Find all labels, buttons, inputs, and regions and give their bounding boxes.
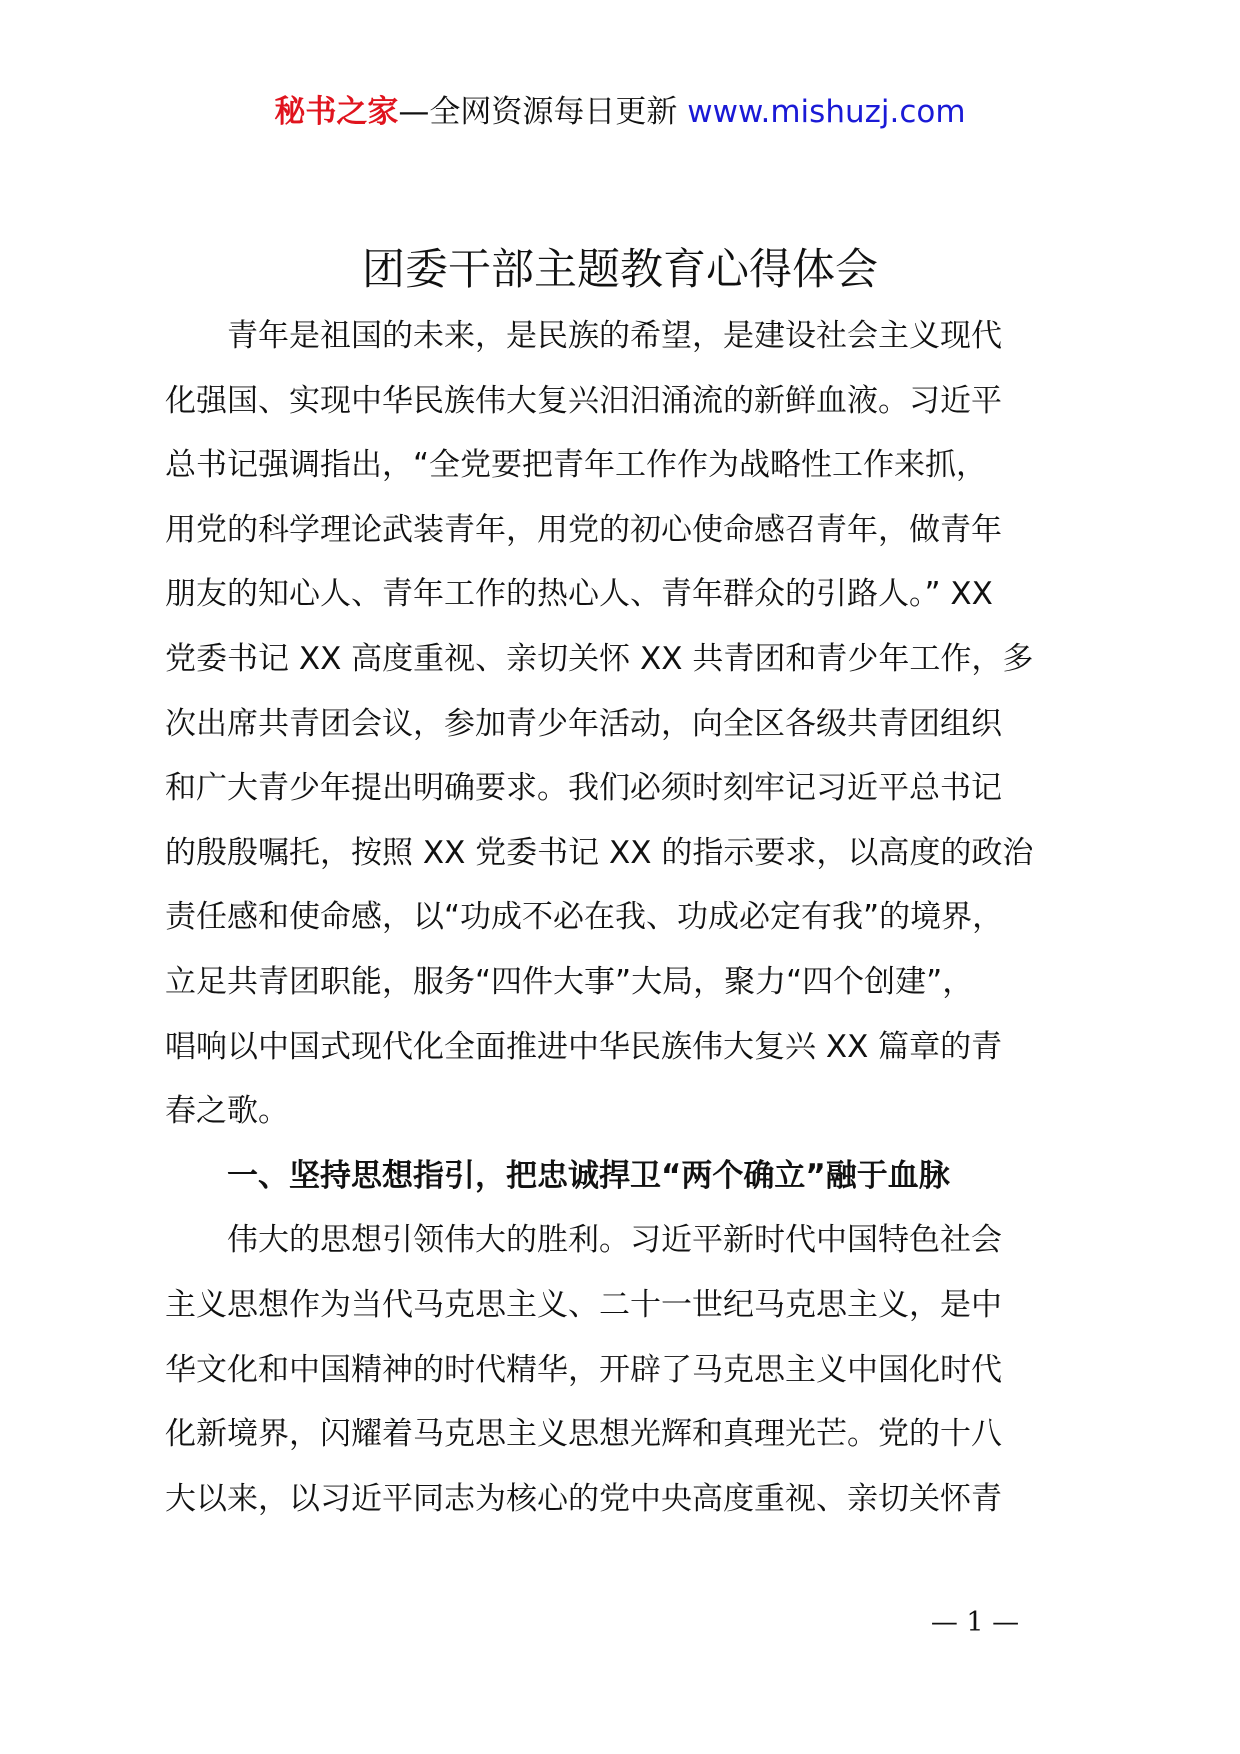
document-title: 团委干部主题教育心得体会 — [362, 245, 878, 295]
banner-url-link[interactable]: www.mishuzj.com — [687, 94, 966, 130]
body-line: 责任感和使命感，以“功成不必在我、功成必定有我”的境界， — [165, 899, 1004, 936]
body-line: 青年是祖国的未来，是民族的希望，是建设社会主义现代 — [165, 318, 1002, 354]
body-line: 立足共青团职能，服务“四件大事”大局，聚力“四个创建”， — [165, 963, 974, 1000]
body-line: 的殷殷嘱托，按照 XX 党委书记 XX 的指示要求，以高度的政治 — [165, 834, 1034, 871]
body-line: 华文化和中国精神的时代精华，开辟了马克思主义中国化时代 — [165, 1351, 1002, 1388]
body-line: 用党的科学理论武装青年，用党的初心使命感召青年，做青年 — [165, 511, 1002, 548]
banner-slogan: —全网资源每日更新 — [398, 94, 688, 130]
body-line: 次出席共青团会议，参加青少年活动，向全区各级共青团组织 — [165, 705, 1002, 742]
body-line: 化强国、实现中华民族伟大复兴汨汨涌流的新鲜血液。习近平 — [165, 382, 1002, 419]
body-line: 唱响以中国式现代化全面推进中华民族伟大复兴 XX 篇章的青 — [165, 1028, 1003, 1065]
section-heading: 一、坚持思想指引，把忠诚捍卫“两个确立”融于血脉 — [165, 1157, 950, 1194]
body-line: 总书记强调指出，“全党要把青年工作作为战略性工作来抓， — [165, 447, 988, 484]
body-line: 大以来，以习近平同志为核心的党中央高度重视、亲切关怀青 — [165, 1480, 1002, 1517]
page-number: — 1 — — [930, 1607, 1020, 1638]
banner-brand: 秘书之家 — [274, 94, 399, 130]
body-line: 伟大的思想引领伟大的胜利。习近平新时代中国特色社会 — [165, 1222, 1002, 1259]
body-line: 和广大青少年提出明确要求。我们必须时刻牢记习近平总书记 — [165, 770, 1002, 807]
header-banner — [0, 92, 1240, 132]
body-line: 化新境界，闪耀着马克思主义思想光辉和真理光芒。党的十八 — [165, 1416, 1002, 1453]
body-line: 主义思想作为当代马克思主义、二十一世纪马克思主义，是中 — [165, 1286, 1002, 1323]
body-line: 春之歌。 — [165, 1093, 289, 1130]
document-body — [165, 304, 1080, 1531]
body-line: 朋友的知心人、青年工作的热心人、青年群众的引路人。” XX — [165, 576, 993, 613]
body-line: 党委书记 XX 高度重视、亲切关怀 XX 共青团和青少年工作，多 — [165, 640, 1034, 677]
